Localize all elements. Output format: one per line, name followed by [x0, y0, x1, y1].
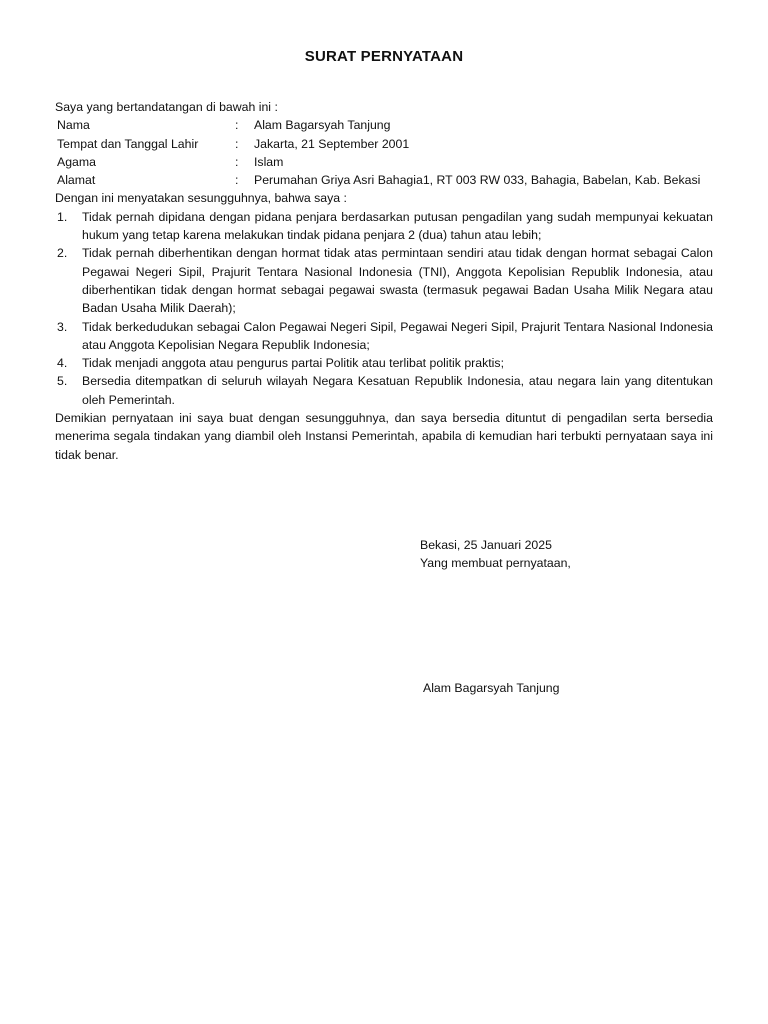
- statement-text: Tidak pernah dipidana dengan pidana penjara berdasarkan putusan pengadilan yang sudah mempunyai kekuatan hukum yang tetap karena melakukan tindak pidana penjara 2 (dua) tahun atau lebih;: [82, 209, 713, 243]
- statement-text: Tidak berkedudukan sebagai Calon Pegawai Negeri Sipil, Pegawai Negeri Sipil, Prajurit Tentara Nasional Indonesia atau Anggota Kepolisian Negara Republik Indonesia;: [82, 319, 713, 352]
- statement-intro: Dengan ini menyatakan sesungguhnya, bahwa saya :: [55, 191, 347, 206]
- document-body: [55, 98, 713, 464]
- identity-separator: :: [235, 154, 239, 169]
- identity-value-name: Alam Bagarsyah Tanjung: [254, 118, 391, 133]
- identity-label-birth: Tempat dan Tanggal Lahir: [57, 136, 199, 151]
- identity-value-religion: Islam: [254, 154, 284, 169]
- statement-text: Tidak pernah diberhentikan dengan hormat tidak atas permintaan sendiri atau tidak dengan hormat sebagai Calon Pegawai Negeri Sipil, Prajurit Tentara Nasional Indonesia (TNI), Anggota Kepolisian Republik Indonesia, atau diberhentikan tidak dengan hormat sebagai pegawai swasta (termasuk pegawai Badan Usaha Milik Negara atau Badan Usaha Milik Daerah);: [82, 246, 713, 316]
- identity-separator: :: [235, 136, 239, 151]
- statement-number: 5.: [57, 374, 68, 389]
- identity-label-name: Nama: [57, 118, 90, 133]
- intro-text: Saya yang bertandatangan di bawah ini :: [55, 100, 278, 114]
- identity-separator: :: [235, 118, 239, 133]
- identity-separator: :: [235, 173, 239, 188]
- statement-list: [55, 208, 713, 409]
- statement-text: Tidak menjadi anggota atau pengurus partai Politik atau terlibat politik praktis;: [82, 356, 504, 371]
- identity-table: [55, 116, 713, 189]
- statement-number: 1.: [57, 209, 68, 224]
- signature-block: [420, 536, 571, 573]
- signature-role: Yang membuat pernyataan,: [420, 556, 571, 571]
- document-title: SURAT PERNYATAAN: [304, 48, 464, 65]
- statement-number: 2.: [57, 246, 68, 261]
- statement-number: 4.: [57, 356, 68, 371]
- statement-text: Bersedia ditempatkan di seluruh wilayah Negara Kesatuan Republik Indonesia, atau negara lain yang ditentukan oleh Pemerintah.: [82, 374, 713, 407]
- statement-item: [55, 318, 713, 355]
- statement-item: [55, 372, 713, 409]
- identity-value-address: Perumahan Griya Asri Bahagia1, RT 003 RW 033, Bahagia, Babelan, Kab. Bekasi: [254, 173, 701, 188]
- signature-place-date: Bekasi, 25 Januari 2025: [420, 538, 552, 552]
- identity-label-religion: Agama: [57, 154, 96, 169]
- identity-label-address: Alamat: [57, 173, 96, 188]
- identity-value-birth: Jakarta, 21 September 2001: [254, 136, 410, 151]
- statement-item: [55, 244, 713, 317]
- signer-name: Alam Bagarsyah Tanjung: [423, 681, 560, 695]
- statement-number: 3.: [57, 319, 68, 334]
- statement-item: [55, 208, 713, 245]
- statement-item: [55, 354, 713, 372]
- closing-paragraph: Demikian pernyataan ini saya buat dengan sesungguhnya, dan saya bersedia dituntut di pengadilan serta bersedia menerima segala tindakan yang diambil oleh Instansi Pemerintah, apabila di kemudian hari terbukti pernyataan saya ini tidak benar.: [55, 411, 713, 462]
